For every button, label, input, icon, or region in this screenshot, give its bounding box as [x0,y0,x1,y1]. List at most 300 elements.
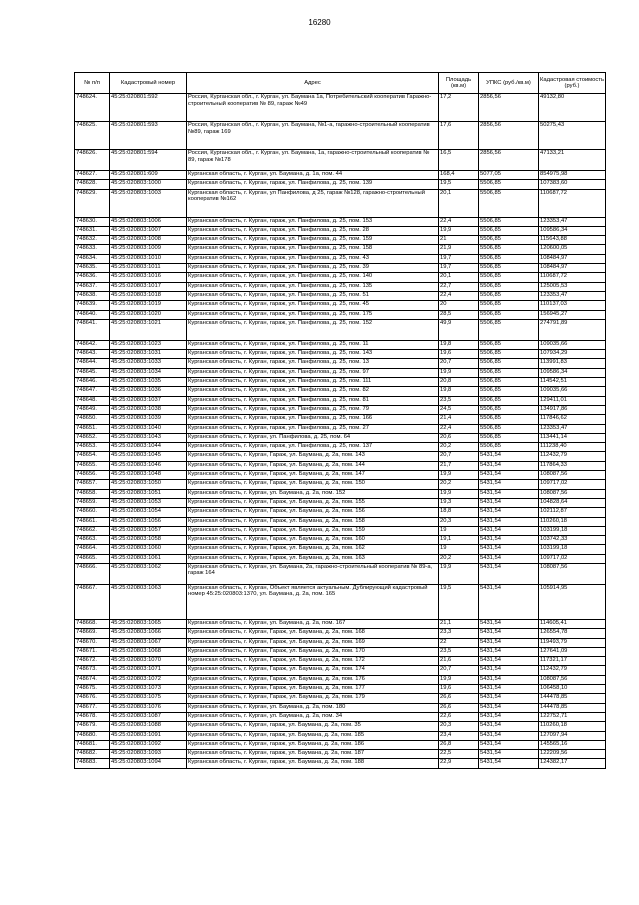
cell-address: Курганская область, г. Курган, гараж, ул. Панфилова, д. 25, пом. 143 [187,350,439,359]
cell-upks: 5431,54 [479,461,539,470]
table-row [75,554,606,563]
cell-upks: 5506,85 [479,350,539,359]
cell-cadastral-cost: 109035,66 [539,340,606,349]
table-row [75,629,606,638]
cell-upks: 5431,54 [479,731,539,740]
cell-cadastral-cost: 156945,27 [539,310,606,319]
cell-address: Курганская область, г. Курган, гараж, ул. Панфилова, д. 25, пом. 111 [187,378,439,387]
cell-cadastral-cost: 108087,56 [539,675,606,684]
table-row [75,340,606,349]
cell-row-number: 748683. [75,759,110,768]
cell-area: 22,6 [439,712,479,721]
cell-address: Курганская область, г. Курган, гараж, ул. Панфилова, д. 25, пом. 28 [187,226,439,235]
cell-row-number: 748677. [75,703,110,712]
cell-kadastr-number: 45:25:020803:1020 [110,310,187,319]
table-row [75,452,606,461]
cell-upks: 5431,54 [479,759,539,768]
cell-area: 19,9 [439,675,479,684]
cell-row-number: 748632. [75,236,110,245]
cell-kadastr-number: 45:25:020803:1037 [110,396,187,405]
cell-row-number: 748647. [75,387,110,396]
cell-address: Курганская область, г. Курган, ул. Баумана, 2а, гаражно-строительный кооператив № 89-а, гараж 164 [187,563,439,584]
cell-row-number: 748659. [75,498,110,507]
cell-upks: 5431,54 [479,647,539,656]
cell-cadastral-cost: 145565,16 [539,740,606,749]
cell-area: 20,8 [439,378,479,387]
cell-row-number: 748624. [75,94,110,122]
cell-row-number: 748651. [75,424,110,433]
cell-address: Курганская область, г. Курган, Гараж, ул. Баумана, д. 2а, пом. 160 [187,536,439,545]
cell-kadastr-number: 45:25:020803:1019 [110,301,187,310]
table-row [75,405,606,414]
cell-area: 19,5 [439,584,479,619]
cell-row-number: 748626. [75,150,110,171]
cell-address: Курганская область, г. Курган, гараж, ул. Баумана, д. 2а, пом. 186 [187,740,439,749]
cell-address: Курганская область, г. Курган, Гараж, ул. Баумана, д. 2а, пом. 174 [187,666,439,675]
table-row [75,226,606,235]
table-row [75,536,606,545]
cell-upks: 5431,54 [479,471,539,480]
cell-kadastr-number: 45:25:020803:1031 [110,350,187,359]
cell-upks: 5431,54 [479,722,539,731]
cell-address: Курганская область, г. Курган, гараж, ул. Панфилова, д. 25, пом. 39 [187,264,439,273]
cell-address: Курганская область, г. Курган, Гараж, ул. Баумана, д. 2а, пом. 147 [187,471,439,480]
cell-kadastr-number: 45:25:020803:1067 [110,638,187,647]
cell-area: 23,4 [439,731,479,740]
cell-kadastr-number: 45:25:020803:1071 [110,666,187,675]
cell-address: Курганская область, г. Курган, Гараж, ул. Баумана, д. 2а, пом. 162 [187,545,439,554]
cell-cadastral-cost: 105914,95 [539,584,606,619]
cell-row-number: 748673. [75,666,110,675]
table-row [75,273,606,282]
cell-area: 20,2 [439,480,479,489]
table-row [75,319,606,340]
cell-row-number: 748680. [75,731,110,740]
cell-area: 19,9 [439,489,479,498]
table-row [75,740,606,749]
cell-kadastr-number: 45:25:020803:1035 [110,378,187,387]
cell-area: 20,1 [439,273,479,282]
cell-address: Курганская область, г. Курган, гараж, ул. Панфилова, д. 25, пом. 159 [187,236,439,245]
header-cost: Кадастровая стоимость (руб.) [539,73,606,94]
cell-address: Курганская область, г. Курган, гараж, ул. Панфилова, д. 25, пом. 153 [187,217,439,226]
cell-cadastral-cost: 49132,80 [539,94,606,122]
cell-kadastr-number: 45:25:020803:1021 [110,319,187,340]
cell-area: 21,9 [439,245,479,254]
table-row [75,217,606,226]
cell-area: 19,8 [439,340,479,349]
cell-cadastral-cost: 120600,05 [539,245,606,254]
cell-upks: 5506,85 [479,368,539,377]
cell-row-number: 748642. [75,340,110,349]
cell-row-number: 748656. [75,471,110,480]
cell-kadastr-number: 45:25:020803:1046 [110,461,187,470]
cell-address: Курганская область, г. Курган, ул. Баумана, д. 2а, пом. 167 [187,619,439,628]
cell-cadastral-cost: 108484,97 [539,254,606,263]
cell-cadastral-cost: 108484,97 [539,264,606,273]
cell-cadastral-cost: 109586,34 [539,226,606,235]
table-row [75,750,606,759]
cell-row-number: 748661. [75,517,110,526]
table-row [75,545,606,554]
table-row [75,722,606,731]
cell-area: 26,6 [439,703,479,712]
cell-row-number: 748633. [75,245,110,254]
table-row [75,264,606,273]
cell-row-number: 748637. [75,282,110,291]
table-row [75,350,606,359]
table-row [75,94,606,122]
cell-upks: 5506,85 [479,310,539,319]
cell-row-number: 748675. [75,685,110,694]
cell-row-number: 748676. [75,694,110,703]
table-row [75,180,606,189]
cell-area: 20 [439,301,479,310]
cell-area: 22,4 [439,217,479,226]
cell-cadastral-cost: 107383,60 [539,180,606,189]
table-row [75,433,606,442]
cell-address: Курганская область, г. Курган, гараж, ул. Панфилова, д. 25, пом. 158 [187,245,439,254]
cell-cadastral-cost: 115643,88 [539,236,606,245]
cell-row-number: 748644. [75,359,110,368]
table-row [75,563,606,584]
table-row [75,508,606,517]
cell-kadastr-number: 45:25:020803:1061 [110,554,187,563]
cell-address: Курганская область, г. Курган, гараж, ул. Панфилова, д. 25, пом. 175 [187,310,439,319]
cell-row-number: 748665. [75,554,110,563]
cell-kadastr-number: 45:25:020803:1003 [110,189,187,217]
cell-cadastral-cost: 112432,79 [539,452,606,461]
cell-row-number: 748678. [75,712,110,721]
cell-kadastr-number: 45:25:020803:1066 [110,629,187,638]
header-kadastr: Кадастровый номер [110,73,187,94]
table-row [75,666,606,675]
cell-kadastr-number: 45:25:020803:1034 [110,368,187,377]
cell-upks: 5506,85 [479,245,539,254]
cell-area: 22,9 [439,759,479,768]
cell-upks: 5506,85 [479,180,539,189]
cadastral-table [74,72,606,769]
cell-area: 22 [439,638,479,647]
table-row [75,638,606,647]
cell-kadastr-number: 45:25:020803:1057 [110,526,187,535]
table-row [75,415,606,424]
cell-kadastr-number: 45:25:020803:1043 [110,433,187,442]
table-row [75,359,606,368]
cell-kadastr-number: 45:25:020803:1045 [110,452,187,461]
cell-kadastr-number: 45:25:020803:1092 [110,740,187,749]
table-row [75,171,606,180]
cell-upks: 5431,54 [479,563,539,584]
cell-cadastral-cost: 123353,47 [539,424,606,433]
table-row [75,584,606,619]
cell-area: 49,9 [439,319,479,340]
cell-upks: 5431,54 [479,526,539,535]
cell-cadastral-cost: 110260,18 [539,517,606,526]
cell-area: 20,2 [439,554,479,563]
cell-area: 19,3 [439,498,479,507]
cell-row-number: 748667. [75,584,110,619]
cell-kadastr-number: 45:25:020803:1087 [110,712,187,721]
cell-kadastr-number: 45:25:020803:1040 [110,424,187,433]
cell-cadastral-cost: 108087,56 [539,563,606,584]
header-num: № п/п [75,73,110,94]
cell-upks: 5077,05 [479,171,539,180]
table-row [75,291,606,300]
cell-cadastral-cost: 123353,47 [539,291,606,300]
cell-row-number: 748631. [75,226,110,235]
cell-area: 21 [439,236,479,245]
cell-cadastral-cost: 108087,56 [539,489,606,498]
cell-area: 21,6 [439,657,479,666]
cell-address: Курганская область, г. Курган, гараж, ул. Панфилова, д. 25, пом. 137 [187,443,439,452]
cell-kadastr-number: 45:25:020803:1073 [110,685,187,694]
cell-area: 28,5 [439,310,479,319]
cell-area: 20,6 [439,433,479,442]
cell-upks: 5506,85 [479,387,539,396]
cell-cadastral-cost: 134917,86 [539,405,606,414]
cell-cadastral-cost: 126554,78 [539,629,606,638]
cell-cadastral-cost: 854975,98 [539,171,606,180]
cell-address: Курганская область, г. Курган, Гараж, ул. Баумана, д. 2а, пом. 156 [187,508,439,517]
cell-area: 19,1 [439,536,479,545]
cell-row-number: 748636. [75,273,110,282]
cell-cadastral-cost: 108087,56 [539,471,606,480]
cell-upks: 5431,54 [479,740,539,749]
cell-upks: 5506,85 [479,443,539,452]
cell-row-number: 748639. [75,301,110,310]
cell-row-number: 748630. [75,217,110,226]
cell-cadastral-cost: 122209,56 [539,750,606,759]
cell-address: Россия, Курганская обл., г. Курган, ул. Баумана, 1а, гаражно-строительный кооператив № 89, гараж №178 [187,150,439,171]
cell-address: Курганская область, г. Курган, гараж, ул. Панфилова, д. 25, пом. 27 [187,424,439,433]
cell-area: 18,8 [439,508,479,517]
cell-row-number: 748681. [75,740,110,749]
cell-address: Курганская область, г. Курган, гараж, ул. Панфилова, д. 25, пом. 152 [187,319,439,340]
cell-upks: 5506,85 [479,301,539,310]
cell-row-number: 748663. [75,536,110,545]
cell-upks: 5506,85 [479,282,539,291]
cell-kadastr-number: 45:25:020803:1093 [110,750,187,759]
cell-area: 19,9 [439,226,479,235]
cell-kadastr-number: 45:25:020803:1048 [110,471,187,480]
cell-cadastral-cost: 109035,66 [539,387,606,396]
cell-row-number: 748629. [75,189,110,217]
cell-cadastral-cost: 117864,33 [539,461,606,470]
table-row [75,189,606,217]
table-row [75,282,606,291]
table-row [75,694,606,703]
cell-kadastr-number: 45:25:020803:1051 [110,489,187,498]
cell-area: 17,6 [439,122,479,150]
cell-address: Курганская область, г. Курган, Гараж, ул. Баумана, д. 2а, пом. 177 [187,685,439,694]
cell-upks: 5506,85 [479,433,539,442]
cell-area: 19 [439,526,479,535]
cell-kadastr-number: 45:25:020803:1007 [110,226,187,235]
cell-cadastral-cost: 124382,17 [539,759,606,768]
cell-kadastr-number: 45:25:020803:1094 [110,759,187,768]
cell-row-number: 748625. [75,122,110,150]
cell-address: Курганская область, г. Курган, ул Панфилова, д 25, гараж №128, гаражно-строительный кооператив №162 [187,189,439,217]
cell-kadastr-number: 45:25:020803:1076 [110,703,187,712]
table-row [75,150,606,171]
cell-cadastral-cost: 109717,02 [539,480,606,489]
cell-row-number: 748682. [75,750,110,759]
cell-upks: 5431,54 [479,554,539,563]
table-row [75,647,606,656]
cell-upks: 5506,85 [479,396,539,405]
cell-row-number: 748654. [75,452,110,461]
cell-row-number: 748660. [75,508,110,517]
cell-address: Курганская область, г. Курган, гараж, ул. Панфилова, д. 25, пом. 13 [187,359,439,368]
cell-address: Курганская область, г. Курган, ул. Баумана, д. 1а, пом. 44 [187,171,439,180]
cell-cadastral-cost: 123353,47 [539,217,606,226]
cell-upks: 5506,85 [479,254,539,263]
cell-row-number: 748664. [75,545,110,554]
cell-address: Россия, Курганская обл., г. Курган, ул. Баумана 1а, Потребительский кооператив Гаражно-строительный кооператив № 89, гараж №49 [187,94,439,122]
table-row [75,759,606,768]
cell-address: Курганская область, г. Курган, Гараж, ул. Баумана, д. 2а, пом. 163 [187,554,439,563]
cell-upks: 5506,85 [479,340,539,349]
cell-area: 21,1 [439,619,479,628]
cell-kadastr-number: 45:25:020803:1011 [110,264,187,273]
cell-cadastral-cost: 122752,71 [539,712,606,721]
cell-row-number: 748674. [75,675,110,684]
cell-row-number: 748653. [75,443,110,452]
cell-address: Курганская область, г. Курган, гараж, ул. Баумана, д. 2а, пом. 35 [187,722,439,731]
cell-upks: 5431,54 [479,657,539,666]
table-row [75,675,606,684]
cell-area: 168,4 [439,171,479,180]
cell-area: 16,5 [439,150,479,171]
cell-row-number: 748640. [75,310,110,319]
cell-row-number: 748650. [75,415,110,424]
cell-kadastr-number: 45:25:020803:1008 [110,236,187,245]
cell-kadastr-number: 45:25:020803:1044 [110,443,187,452]
cell-kadastr-number: 45:25:020803:1070 [110,657,187,666]
cell-address: Курганская область, г. Курган, Гараж, ул. Баумана, д. 2а, пом. 143 [187,452,439,461]
table-row [75,619,606,628]
cell-upks: 5506,85 [479,264,539,273]
cell-area: 19,6 [439,685,479,694]
cell-upks: 5431,54 [479,498,539,507]
cell-address: Курганская область, г. Курган, гараж, ул. Панфилова, д. 25, пом. 139 [187,180,439,189]
cell-kadastr-number: 45:25:020801:594 [110,150,187,171]
cell-cadastral-cost: 125005,53 [539,282,606,291]
cell-cadastral-cost: 110260,18 [539,722,606,731]
cell-row-number: 748648. [75,396,110,405]
cell-area: 20,3 [439,517,479,526]
table-row [75,301,606,310]
cell-area: 20,7 [439,359,479,368]
cell-area: 22,7 [439,282,479,291]
cell-row-number: 748671. [75,647,110,656]
cell-address: Курганская область, г. Курган, Гараж, ул. Баумана, д. 2а, пом. 172 [187,657,439,666]
cell-row-number: 748679. [75,722,110,731]
cell-area: 24,5 [439,405,479,414]
cell-row-number: 748645. [75,368,110,377]
cell-address: Курганская область, г. Курган, гараж, ул. Панфилова, д. 25, пом. 140 [187,273,439,282]
cell-kadastr-number: 45:25:020803:1009 [110,245,187,254]
cell-kadastr-number: 45:25:020803:1010 [110,254,187,263]
cell-address: Курганская область, г. Курган, Гараж, ул. Баумана, д. 2а, пом. 155 [187,498,439,507]
cell-upks: 5506,85 [479,291,539,300]
cell-row-number: 748643. [75,350,110,359]
cell-kadastr-number: 45:25:020803:1023 [110,340,187,349]
cell-kadastr-number: 45:25:020803:1053 [110,498,187,507]
cell-upks: 2856,56 [479,150,539,171]
cell-address: Курганская область, г. Курган, Гараж, ул. Баумана, д. 2а, пом. 176 [187,675,439,684]
cell-address: Курганская область, г. Курган, Гараж, ул. Баумана, д. 2а, пом. 158 [187,517,439,526]
cell-upks: 5431,54 [479,489,539,498]
cell-upks: 5431,54 [479,638,539,647]
cell-area: 21,4 [439,415,479,424]
cell-area: 19,7 [439,264,479,273]
cell-cadastral-cost: 103199,18 [539,545,606,554]
cell-address: Курганская область, г. Курган, гараж, ул. Баумана, д. 2а, пом. 187 [187,750,439,759]
cell-row-number: 748668. [75,619,110,628]
cell-area: 20,7 [439,452,479,461]
cell-area: 20,3 [439,722,479,731]
cell-area: 23,3 [439,629,479,638]
cell-row-number: 748669. [75,629,110,638]
cell-address: Курганская область, г. Курган, ул. Панфилова, д. 25, пом. 64 [187,433,439,442]
cell-address: Курганская область, г. Курган, Гараж, ул. Баумана, д. 2а, пом. 169 [187,638,439,647]
cell-upks: 5506,85 [479,359,539,368]
cell-kadastr-number: 45:25:020803:1091 [110,731,187,740]
cell-upks: 5431,54 [479,685,539,694]
cell-kadastr-number: 45:25:020801:593 [110,122,187,150]
table-row [75,526,606,535]
cell-kadastr-number: 45:25:020803:1017 [110,282,187,291]
cell-row-number: 748649. [75,405,110,414]
cell-upks: 5506,85 [479,424,539,433]
cell-kadastr-number: 45:25:020803:1060 [110,545,187,554]
table-row [75,368,606,377]
header-address: Адрес [187,73,439,94]
cell-upks: 5431,54 [479,666,539,675]
cell-row-number: 748662. [75,526,110,535]
cell-address: Курганская область, г. Курган, гараж, ул. Панфилова, д. 25, пом. 45 [187,301,439,310]
cell-row-number: 748646. [75,378,110,387]
table-row [75,387,606,396]
cell-row-number: 748634. [75,254,110,263]
cell-kadastr-number: 45:25:020803:1058 [110,536,187,545]
cell-upks: 5431,54 [479,703,539,712]
cell-row-number: 748638. [75,291,110,300]
cell-upks: 5506,85 [479,273,539,282]
cell-upks: 5431,54 [479,750,539,759]
cell-kadastr-number: 45:25:020803:1018 [110,291,187,300]
cell-upks: 5506,85 [479,415,539,424]
cell-row-number: 748672. [75,657,110,666]
table-row [75,712,606,721]
table-row [75,517,606,526]
cell-kadastr-number: 45:25:020803:1006 [110,217,187,226]
cell-cadastral-cost: 114605,41 [539,619,606,628]
cell-cadastral-cost: 102112,87 [539,508,606,517]
cell-upks: 5506,85 [479,226,539,235]
table-row [75,731,606,740]
cell-kadastr-number: 45:25:020803:1068 [110,647,187,656]
cell-cadastral-cost: 107934,29 [539,350,606,359]
cell-cadastral-cost: 104828,64 [539,498,606,507]
cell-address: Курганская область, г. Курган, гараж, ул. Панфилова, д. 25, пом. 11 [187,340,439,349]
cell-upks: 5506,85 [479,189,539,217]
cell-cadastral-cost: 144478,85 [539,694,606,703]
table-row [75,254,606,263]
cell-cadastral-cost: 127097,94 [539,731,606,740]
